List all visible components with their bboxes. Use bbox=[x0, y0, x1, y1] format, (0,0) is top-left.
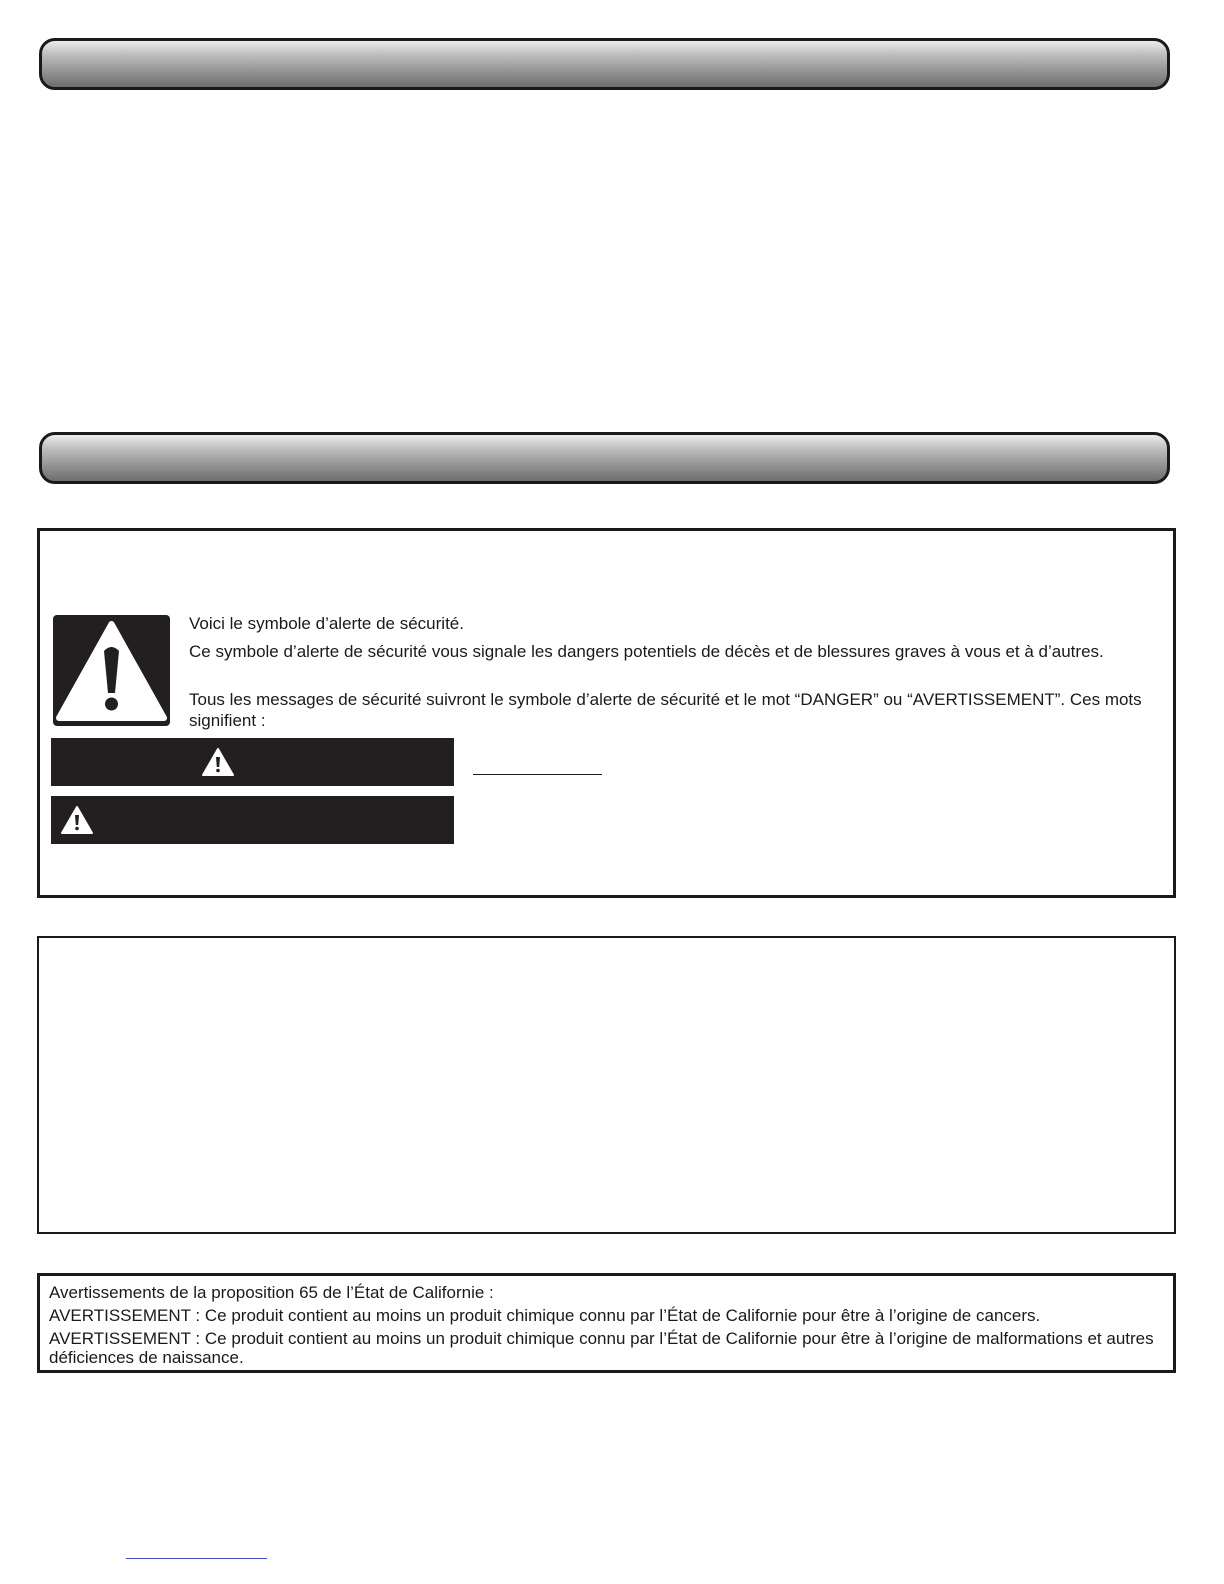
prop65-heading: Avertissements de la proposition 65 de l’État de Californie : bbox=[49, 1283, 494, 1302]
safety-symbol-explanation: Ce symbole d’alerte de sécurité vous signale les dangers potentiels de décès et de blessures graves à vous et à d’autres. bbox=[189, 642, 1104, 661]
signal-definition-underline bbox=[473, 774, 602, 775]
important-safeguards-box bbox=[37, 936, 1176, 1234]
safety-symbol-intro: Voici le symbole d’alerte de sécurité. bbox=[189, 614, 464, 633]
footer-link-underline[interactable] bbox=[126, 1558, 267, 1559]
warning-signal-bar bbox=[51, 796, 454, 844]
prop65-birth-defects-warning: AVERTISSEMENT : Ce produit contient au moins un produit chimique connu par l’État de Californie pour être à l’origine de malformations et autres déficiences de naissance. bbox=[49, 1329, 1154, 1367]
danger-signal-bar bbox=[51, 738, 454, 786]
prop65-cancer-warning: AVERTISSEMENT : Ce produit contient au moins un produit chimique connu par l’État de Californie pour être à l’origine de cancers. bbox=[49, 1306, 1041, 1325]
warning-triangle-small-icon bbox=[60, 805, 94, 835]
safety-section-header-bar bbox=[39, 432, 1170, 484]
signal-words-explanation: Tous les messages de sécurité suivront le symbole d’alerte de sécurité et le mot “DANGER” ou “AVERTISSEMENT”. Ces mots signifient : bbox=[189, 690, 1142, 730]
warning-triangle-icon bbox=[53, 615, 170, 726]
section-header-bar bbox=[39, 38, 1170, 90]
danger-warning-triangle-icon bbox=[201, 747, 235, 777]
